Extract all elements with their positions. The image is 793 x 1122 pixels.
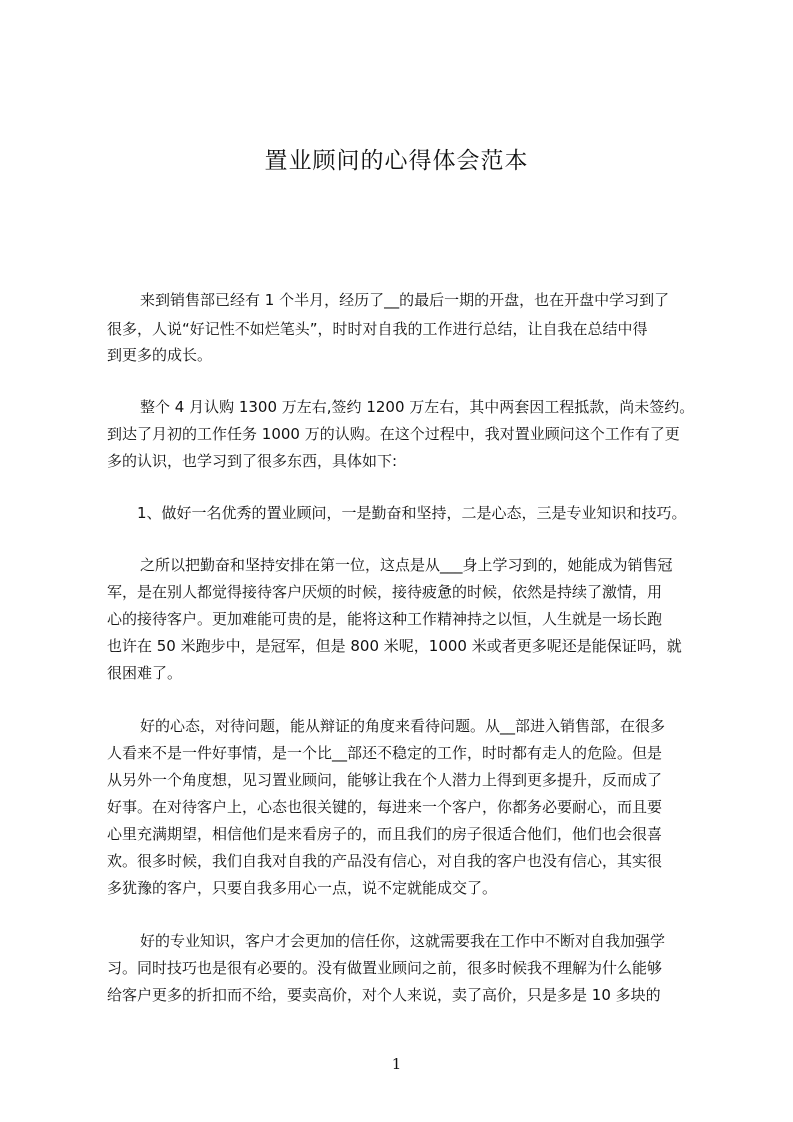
- paragraph-line: 好的专业知识，客户才会更加的信任你，这就需要我在工作中不断对自我加强学: [140, 932, 666, 950]
- paragraph-line: 给客户更多的折扣而不给，要卖高价，对个人来说，卖了高价，只是多是 10 多块的: [107, 986, 661, 1004]
- paragraph-line: 很困难了。: [107, 664, 183, 682]
- paragraph-line: 来到销售部已经有 1 个半月，经历了__的最后一期的开盘，也在开盘中学习到了: [140, 291, 670, 309]
- paragraph-line: 之所以把勤奋和坚持安排在第一位，这点是从___身上学习到的，她能成为销售冠: [140, 556, 673, 574]
- paragraph-line: 从另外一个角度想，见习置业顾问，能够让我在个人潜力上得到更多提升，反而成了: [107, 771, 663, 789]
- paragraph-line: 好事。在对待客户上，心态也很关键的，每进来一个客户，你都务必要耐心，而且要: [107, 798, 663, 816]
- page-number: 1: [391, 1055, 402, 1073]
- paragraph-line: 欢。很多时候，我们自我对自我的产品没有信心，对自我的客户也没有信心，其实很: [107, 852, 663, 870]
- paragraph-line: 到达了月初的工作任务 1000 万的认购。在这个过程中，我对置业顾问这个工作有了更: [107, 425, 680, 443]
- paragraph-line: 很多，人说“好记性不如烂笔头”，时时对自我的工作进行总结，让自我在总结中得: [107, 320, 648, 338]
- paragraph-line: 也许在 50 米跑步中，是冠军，但是 800 米呢，1000 米或者更多呢还是能保证吗，就: [107, 637, 682, 655]
- paragraph-line: 多的认识，也学习到了很多东西，具体如下:: [107, 452, 398, 470]
- paragraph-line: 心里充满期望，相信他们是来看房子的，而且我们的房子很适合他们，他们也会很喜: [107, 825, 663, 843]
- paragraph-line: 整个 4 月认购 1300 万左右,签约 1200 万左右，其中两套因工程抵款，尚未签约。: [140, 398, 695, 416]
- paragraph-line: 人看来不是一件好事情，是一个比__部还不稳定的工作，时时都有走人的危险。但是: [107, 744, 663, 762]
- paragraph-line: 好的心态，对待问题，能从辩证的角度来看待问题。从__部进入销售部，在很多: [140, 717, 666, 735]
- paragraph-line: 1、做好一名优秀的置业顾问，一是勤奋和坚持，二是心态，三是专业知识和技巧。: [137, 504, 687, 522]
- paragraph-line: 到更多的成长。: [107, 346, 213, 364]
- paragraph-line: 多犹豫的客户，只要自我多用心一点，说不定就能成交了。: [107, 879, 498, 897]
- paragraph-line: 心的接待客户。更加难能可贵的是，能将这种工作精神持之以恒，人生就是一场长跑: [107, 610, 663, 628]
- paragraph-line: 军，是在别人都觉得接待客户厌烦的时候，接待疲惫的时候，依然是持续了激情，用: [107, 583, 663, 601]
- paragraph-line: 习。同时技巧也是很有必要的。没有做置业顾问之前，很多时候我不理解为什么能够: [107, 959, 663, 977]
- document-title: 置业顾问的心得体会范本: [264, 148, 529, 174]
